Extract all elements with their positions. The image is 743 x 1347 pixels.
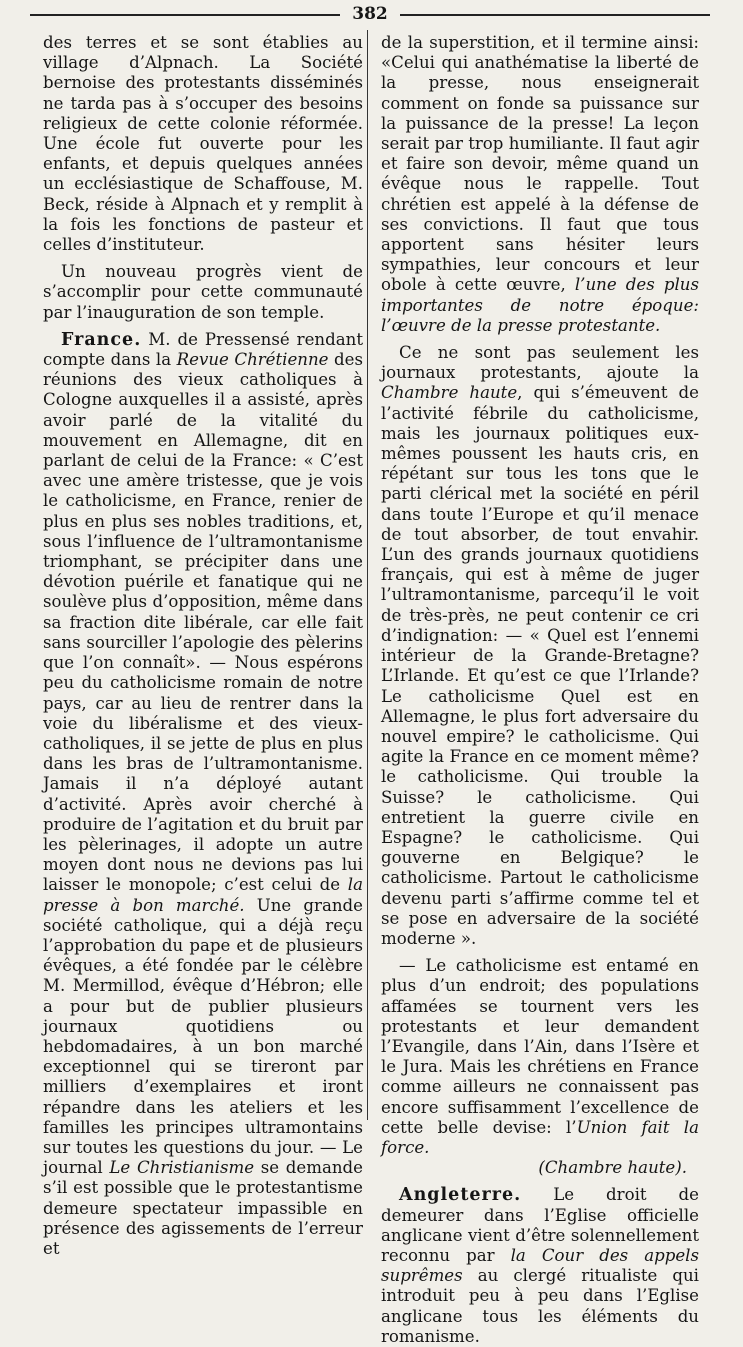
presse-protestante-phrase: l’une des plus importantes de notre époque: l’œuvre de la presse protestante. bbox=[381, 275, 699, 335]
paragraph-catholicisme-entame bbox=[381, 956, 699, 1158]
paragraph-angleterre bbox=[381, 1185, 699, 1347]
page-header bbox=[30, 3, 710, 25]
angleterre-text-a: Le droit de demeurer dans l’Eglise officielle anglicane vient d’être solennellement reconnu par bbox=[381, 1185, 699, 1265]
cour-appels-title: la Cour des appels suprêmes bbox=[381, 1245, 699, 1286]
entame-text: — Le catholicisme est entamé en plus d’un endroit; des populations affamées se tournent vers les protestants et leur demandent l’Evangile, dans l’Ain, dans l’Isère et le Jura. Mais les chrétiens en France comme ailleurs ne connaissent pas encore suffisamment l’excellence de cette belle devise: l’ bbox=[381, 956, 699, 1137]
france-text-d: se demande s’il est possible que le protestantisme demeure spectateur impassible en présence des agissements de l’erreur et bbox=[43, 1158, 363, 1258]
paragraph-france bbox=[43, 330, 363, 1259]
paragraph-superstition bbox=[381, 33, 699, 336]
france-text-b: des réunions des vieux catholiques à Cologne auxquelles il a assisté, après avoir parlé de la vitalité du mouvement en Allemagne, dit en parlant de celui de la France: « C’est avec une amère tristesse, que je vois le catholicisme, en France, renier de plus en plus ses nobles traditions, et, sous l’influence de l’ultramontanisme triomphant, se précipiter dans une dévotion puérile et fanatique qui ne soulève plus d’opposition, même dans sa fraction dite libérale, car elle fait sans sourciller l’apologie des pèlerins que l’on connaît». — Nous espérons peu du catholicisme romain de notre pays, car au lieu de rentrer dans la voie du libéralisme et des vieux-catholiques, il se jette de plus en plus dans les bras de l’ultramontanisme. Jamais il n’a déployé autant d’activité. Après avoir cherché à produire de l’agitation et du bruit par les pèlerinages, il adopte un autre moyen dont nous ne devions pas lui laisser le monopole; c’est celui de bbox=[43, 350, 363, 895]
superstition-text: de la superstition, et il termine ainsi: «Celui qui anathématise la liberté de la presse, nous enseignerait comment on fonde sa puissance sur la puissance de la presse! La leçon serait par trop humiliante. Il faut agir et faire son devoir, même quand un évêque nous le rappelle. Tout chrétien est appelé à la défense de ses convictions. Il faut que tous apportent sans hésiter leurs sympathies, leur concours et leur obole à cette œuvre, bbox=[381, 33, 699, 295]
paragraph-journaux bbox=[381, 343, 699, 949]
france-text-c: Une grande société catholique, qui a déjà reçu l’approbation du pape et de plusieurs évêques, a été fondée par le célèbre M. Mermillod, évêque d’Hébron; elle a pour but de publier plusieurs journaux quotidiens ou hebdomadaires, à un bon marché exceptionnel qui se tireront par milliers d’exemplaires et iront répandre dans les ateliers et les familles les principes ultramontains sur toutes les questions du jour. — Le journal bbox=[43, 895, 363, 1178]
left-column bbox=[43, 33, 363, 1259]
paragraph-temple: Un nouveau progrès vient de s’accomplir pour cette communauté par l’inauguration de son temple. bbox=[43, 262, 363, 322]
section-heading-angleterre: Angleterre. bbox=[399, 1185, 522, 1206]
france-presse-phrase: la presse à bon marché. bbox=[43, 875, 363, 915]
angleterre-text-b: au clergé ritualiste qui introduit peu à peu dans l’Eglise anglicane tous les éléments du romanisme. bbox=[381, 1266, 699, 1346]
source-citation: (Chambre haute). bbox=[538, 1158, 687, 1178]
header-rule-right bbox=[400, 14, 710, 16]
paragraph-alpnach: des terres et se sont établies au village d’Alpnach. La Société bernoise des protestants disséminés ne tarda pas à s’occuper des besoins religieux de cette colonie réformée. Une école fut ouverte pour les enfants, et depuis quelques années un ecclésiastique de Schaffouse, M. Beck, réside à Alpnach et y remplit à la fois les fonctions de pasteur et celles d’instituteur. bbox=[43, 33, 363, 255]
right-column bbox=[381, 33, 699, 1347]
journaux-text-a: Ce ne sont pas seulement les journaux protestants, ajoute la bbox=[381, 343, 699, 383]
christianisme-title: Le Christianisme bbox=[109, 1158, 255, 1178]
chambre-haute-title: Chambre haute bbox=[381, 383, 518, 403]
header-rule-left bbox=[30, 14, 340, 16]
france-revue-title: Revue Chrétienne bbox=[176, 350, 329, 370]
page-number: 382 bbox=[352, 4, 388, 24]
column-divider bbox=[367, 30, 368, 1120]
section-heading-france: France. bbox=[61, 329, 142, 350]
devise-phrase: Union fait la force. bbox=[381, 1117, 699, 1157]
journaux-text-b: , qui s’émeuvent de l’activité fébrile du catholicisme, mais les journaux politiques eux-mêmes poussent les hauts cris, en répétant sur tous les tons que le parti clérical met la société en péril dans toute l’Europe et qu’il menace de tout absorber, de tout envahir. L’un des grands journaux quotidiens français, qui est à même de juger l’ultramontanisme, parcequ’il le voit de très-près, ne peut contenir ce cri d’indignation: — « Quel est l’ennemi intérieur de la Grande-Bretagne? L’Irlande. Et qu’est ce que l’Irlande? Le catholicisme Quel est en Allemagne, le plus fort adversaire du nouvel empire? le catholicisme. Qui agite la France en ce moment même? le catholicisme. Qui trouble la Suisse? le catholicisme. Qui entretient la guerre civile en Espagne? le catholicisme. Qui gouverne en Belgique? le catholicisme. Partout le catholicisme devenu parti s’affirme comme tel et se pose en adversaire de la société moderne ». bbox=[381, 383, 699, 948]
france-text-a: M. de Pressensé rendant compte dans la bbox=[43, 329, 363, 370]
